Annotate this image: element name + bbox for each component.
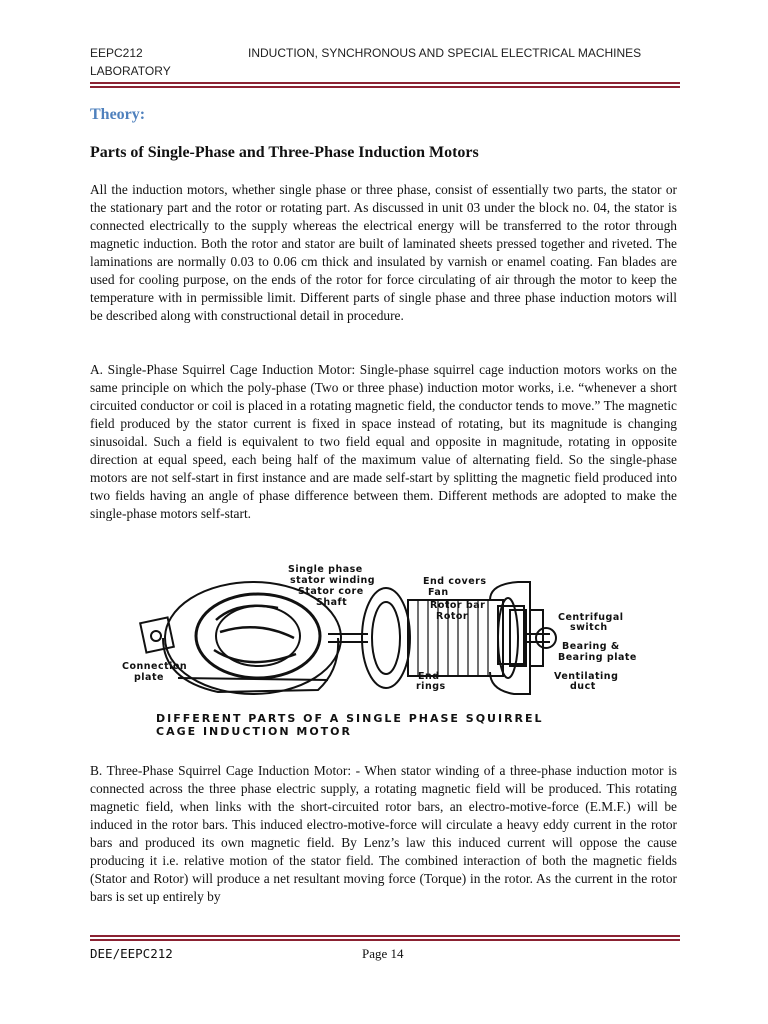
section-label: Theory: xyxy=(90,106,146,123)
footer-divider xyxy=(90,935,680,941)
stator-drawing xyxy=(140,582,341,694)
label-shaft: Shaft xyxy=(316,597,348,608)
footer-course: DEE/EEPC212 xyxy=(90,946,173,961)
label-single-phase: Single phase xyxy=(288,564,363,575)
label-rotor-bar: Rotor bar xyxy=(430,600,486,611)
label-ventilating: Ventilating xyxy=(554,671,619,682)
label-stator-core: Stator core xyxy=(298,586,364,597)
three-phase-paragraph: B. Three-Phase Squirrel Cage Induction Motor: - When stator winding of a three-phase induction motor is connected across the three phase electric supply, a rotating magnetic field will be produced. This rotating magnetic field, when links with the short-circuited rotor bars, an electro-motive-force (E.M.F.) will be induced in the rotor bars. This induced electro-motive-force will circulate a heavy eddy current in the rotor bars and produced its own magnetic field. By Lenz’s law this induced current will oppose the cause producing it i.e. relative motion of the stator field. The combined interaction of both the magnetic fields (Stator and Rotor) will produce a net resultant moving force (Torque) in the rotor. As the current in the rotor bars is set up entirely by xyxy=(90,763,677,904)
label-fan: Fan xyxy=(428,587,449,598)
label-connection: Connection xyxy=(122,661,188,672)
label-end: End xyxy=(418,671,440,682)
header-course-code: EEPC212 xyxy=(90,46,143,60)
label-bearing: Bearing & xyxy=(562,641,620,652)
label-plate: plate xyxy=(134,672,164,683)
page-number: Page 14 xyxy=(362,946,404,961)
label-switch: switch xyxy=(570,622,608,633)
label-bearing-plate: Bearing plate xyxy=(558,652,637,663)
label-stator-winding: stator winding xyxy=(290,575,376,586)
section-heading: Parts of Single-Phase and Three-Phase Induction Motors xyxy=(90,144,479,161)
label-duct: duct xyxy=(570,681,596,692)
label-end-covers: End covers xyxy=(423,576,487,587)
label-rings: rings xyxy=(416,681,446,692)
header-laboratory: LABORATORY xyxy=(90,64,171,78)
header-title: INDUCTION, SYNCHRONOUS AND SPECIAL ELECTRICAL MACHINES xyxy=(248,46,642,60)
motor-parts-figure xyxy=(118,560,653,740)
single-phase-paragraph: A. Single-Phase Squirrel Cage Induction Motor: Single-phase squirrel cage induction motors works on the same principle on which the poly-phase (Two or three phase) induction motor works, i.e. “whenever a short circuited conductor or coil is placed in a rotating magnetic field, the conductor tends to move.” The magnetic field produced by the stator current is fixed in space instead of rotating, but its magnitude is changing sinusoidal. Such a field is equivalent to two field equal and opposite in magnitude, rotating in opposite direction at equal speed, each being half of the maximum value of alternating field. So the single-phase motors are not self-start in first instance and are made self-start by splitting the magnetic field produced into two fields having an angle of phase difference between them. Different methods are adopted to make the single-phase motors self-start. xyxy=(90,362,677,521)
figure-caption-line2: CAGE INDUCTION MOTOR xyxy=(156,725,352,738)
intro-paragraph: All the induction motors, whether single phase or three phase, consist of essentially two parts, the stator or the stationary part and the rotor or rotating part. As discussed in unit 03 under the block no. 04, the stator is connected electrically to the supply whereas the electrical energy will be transferred to the rotor through magnetic induction. Both the rotor and stator are built of laminated sheets pressed together and riveted. The laminations are normally 0.03 to 0.06 cm thick and insulated by varnish or enamel coating. Fan blades are used for cooling purpose, on the ends of the rotor for force circulating of air through the motor to keep the temperature with in permissible limit. Different parts of single phase and three phase induction motors will be described along with constructional detail in procedure. xyxy=(90,182,677,323)
label-centrifugal: Centrifugal xyxy=(558,612,624,623)
figure-caption-line1: DIFFERENT PARTS OF A SINGLE PHASE SQUIRREL xyxy=(156,712,544,725)
header-divider xyxy=(90,82,680,88)
label-rotor: Rotor xyxy=(436,611,469,622)
